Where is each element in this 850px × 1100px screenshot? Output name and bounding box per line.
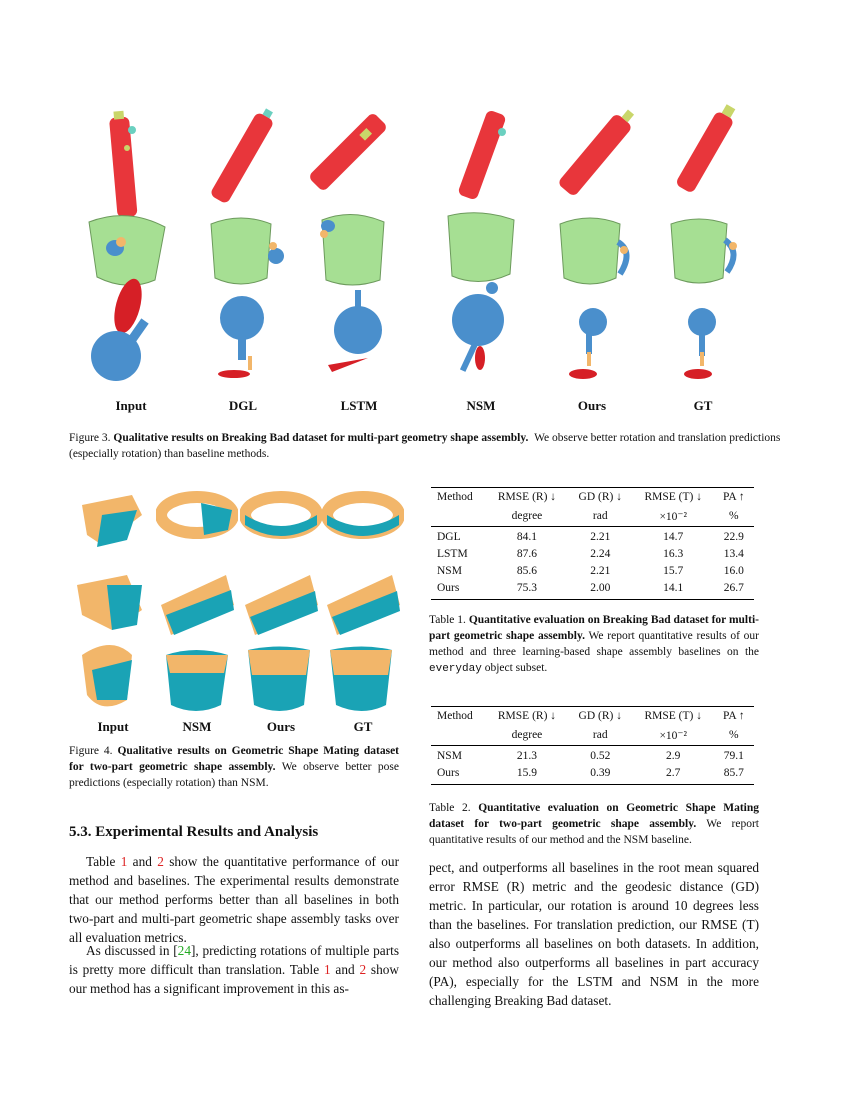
table-cell: DGL <box>437 531 461 543</box>
table-2-header: Method <box>437 710 473 722</box>
fig3-column-dgl <box>184 100 302 420</box>
fig4-label-ours: Ours <box>266 719 296 734</box>
table-cell: 13.4 <box>723 548 744 560</box>
figure-4 <box>72 485 402 737</box>
fig3-column-ours <box>533 100 651 420</box>
table-cell: 85.7 <box>723 767 744 779</box>
table-2-caption <box>429 800 759 848</box>
table-2-unit <box>431 725 486 746</box>
table-ref-link[interactable]: 2 <box>359 962 367 977</box>
fig4-nsm-renders <box>156 485 238 715</box>
table-cell: 85.6 <box>516 565 538 577</box>
table-cell: 15.9 <box>516 767 538 779</box>
p1-text-b: and <box>127 854 158 869</box>
table1-caption-text-1: We report quantitative results of our method and three learning-based shape assembly baselines on the <box>429 630 759 658</box>
figure-4-caption <box>69 743 399 791</box>
table-ref-link[interactable]: 1 <box>323 962 331 977</box>
table-1-header: Method <box>437 491 473 503</box>
table-cell: 14.1 <box>663 582 684 594</box>
table-1-caption <box>429 612 759 677</box>
fig4-column-gt <box>322 485 404 737</box>
fig4-label-gt: GT <box>353 719 373 734</box>
table-1-unit: ×10⁻² <box>659 511 687 523</box>
p2-text-d: show our method has a significant improvement in this as- <box>69 962 399 996</box>
table-row <box>431 765 754 785</box>
table-1 <box>431 487 754 600</box>
table2-caption-label: Table 2. <box>429 802 471 814</box>
table-cell: 2.9 <box>666 750 681 762</box>
figure-3 <box>72 100 782 420</box>
table-row <box>431 746 754 766</box>
fig3-input-renders <box>72 100 190 395</box>
table-2-units-row <box>431 725 754 746</box>
table-cell: 15.7 <box>663 565 684 577</box>
table-2-header: GD (R) ↓ <box>578 710 622 722</box>
table1-caption-mono: everyday <box>429 663 482 675</box>
table-cell: NSM <box>437 565 462 577</box>
table1-caption-text-2: object subset. <box>484 662 548 674</box>
paragraph-1 <box>69 852 399 947</box>
fig3-label-ours: Ours <box>577 398 607 413</box>
table-1-unit: degree <box>511 510 543 522</box>
fig3-column-lstm <box>300 100 418 420</box>
table-1-unit: rad <box>592 510 608 522</box>
table-cell: 2.00 <box>590 582 611 594</box>
table-row <box>431 563 754 580</box>
fig3-column-input <box>72 100 190 420</box>
table-cell: Ours <box>437 582 460 594</box>
table2-caption-text: We report quantitative results of our method and the NSM baseline. <box>429 818 760 846</box>
table-cell: 14.7 <box>663 531 684 543</box>
fig3-dgl-renders <box>184 100 302 395</box>
table-cell: 84.1 <box>516 531 538 543</box>
table-cell: 0.39 <box>590 767 611 779</box>
fig3-ours-renders <box>533 100 651 395</box>
p2-text-b: ], predicting rotations of multiple parts is pretty more difficult than translation. Table <box>69 943 399 977</box>
figure-3-caption <box>69 430 781 462</box>
fig4-label-nsm: NSM <box>182 719 212 734</box>
table-2-unit: rad <box>592 729 608 741</box>
fig4-gt-renders <box>322 485 404 715</box>
table-cell: NSM <box>437 750 462 762</box>
table-ref-link[interactable]: 1 <box>120 854 128 869</box>
citation-link[interactable]: 24 <box>177 943 191 958</box>
fig3-column-gt <box>644 100 762 420</box>
table-2-header: PA ↑ <box>723 710 745 722</box>
section-title: 5.3. Experimental Results and Analysis <box>69 824 319 840</box>
fig4-column-ours <box>240 485 322 737</box>
table-ref-link[interactable]: 2 <box>157 854 164 869</box>
table-2-unit: ×10⁻² <box>659 730 687 742</box>
table-cell: 75.3 <box>516 582 538 594</box>
fig3-gt-renders <box>644 100 762 395</box>
table1-caption-bold: Quantitative evaluation on Breaking Bad dataset for multi-part geometric shape assembly. <box>429 614 759 642</box>
fig3-caption-text: We observe better rotation and translation predictions (especially rotation) than baseline methods. <box>69 432 781 460</box>
table-cell: 2.21 <box>590 565 611 577</box>
fig3-label-nsm: NSM <box>466 398 496 413</box>
table-cell: 16.3 <box>663 548 684 560</box>
paragraph-3: pect, and outperforms all baselines in the root mean squared error RMSE (R) metric and the geodesic distance (GD) metric. In particular, our rotation is around 10 degrees less than the baselines. For translation prediction, our RMSE (T) also outperforms all baselines on both datasets. In addition, our method also outperforms all baselines in part accuracy (PA), especially for the LSTM and NSM in the more challenging Breaking Bad dataset. <box>429 860 759 1008</box>
table-1-header-row <box>431 488 754 507</box>
table-cell: 0.52 <box>590 750 611 762</box>
p1-text-a: Table <box>86 854 121 869</box>
table-cell: 2.24 <box>590 548 611 560</box>
paragraph-2 <box>69 941 399 998</box>
table-cell: 21.3 <box>516 750 538 762</box>
table-cell: 26.7 <box>723 582 744 594</box>
table-1-header: RMSE (R) ↓ <box>497 491 557 503</box>
table1-caption-label: Table 1. <box>429 614 466 626</box>
table-2-unit: % <box>729 729 739 741</box>
fig3-column-nsm <box>422 100 540 420</box>
fig3-caption-bold: Qualitative results on Breaking Bad dataset for multi-part geometry shape assembly. <box>113 432 529 444</box>
table-cell: LSTM <box>437 548 468 560</box>
table-cell: 79.1 <box>723 750 744 762</box>
table-cell: Ours <box>437 767 460 779</box>
p2-text-c: and <box>330 962 360 977</box>
fig3-label-lstm: LSTM <box>340 398 378 413</box>
fig3-label-dgl: DGL <box>228 398 258 413</box>
table-1-header: GD (R) ↓ <box>578 491 622 503</box>
fig4-input-renders <box>72 485 154 715</box>
fig4-caption-label: Figure 4. <box>69 745 113 757</box>
table-2-header-row <box>431 707 754 726</box>
table-cell: 87.6 <box>516 548 538 560</box>
table-row <box>431 527 754 547</box>
p1-text-c: show the quantitative performance of our method and baselines. The experimental results demonstrate that our method performs better than all baselines in both two-part and multi-part geometric shape assembly tasks over all evaluation metrics. <box>69 854 399 945</box>
table-cell: 2.7 <box>666 767 681 779</box>
fig3-nsm-renders <box>422 100 540 395</box>
table-cell: 16.0 <box>723 565 744 577</box>
table2-caption-bold: Quantitative evaluation on Geometric Shape Mating dataset for two-part geometric shape assembly. <box>429 802 759 830</box>
fig3-caption-label: Figure 3. <box>69 432 111 444</box>
table-1-header: RMSE (T) ↓ <box>644 491 702 503</box>
table-1-unit: % <box>729 510 739 522</box>
table-1-header: PA ↑ <box>723 491 745 503</box>
table-2 <box>431 706 754 785</box>
table-2-unit: degree <box>511 729 543 741</box>
fig3-lstm-renders <box>300 100 418 395</box>
fig4-label-input: Input <box>97 719 129 734</box>
p2-text-a: As discussed in [ <box>86 943 178 958</box>
table-cell: 2.21 <box>590 531 611 543</box>
table-row <box>431 546 754 563</box>
fig4-ours-renders <box>240 485 322 715</box>
table-row <box>431 580 754 600</box>
fig4-column-input <box>72 485 154 737</box>
fig3-label-gt: GT <box>693 398 713 413</box>
fig4-caption-bold: Qualitative results on Geometric Shape Mating dataset for two-part geometric shape assembly. <box>69 745 400 773</box>
fig4-column-nsm <box>156 485 238 737</box>
fig4-caption-text: We observe better pose predictions (especially rotation) than NSM. <box>69 761 399 789</box>
fig3-label-input: Input <box>115 398 147 413</box>
table-2-header: RMSE (R) ↓ <box>497 710 557 722</box>
table-cell: 22.9 <box>723 531 744 543</box>
table-1-unit <box>431 506 486 527</box>
table-1-units-row <box>431 506 754 527</box>
table-2-header: RMSE (T) ↓ <box>644 710 702 722</box>
